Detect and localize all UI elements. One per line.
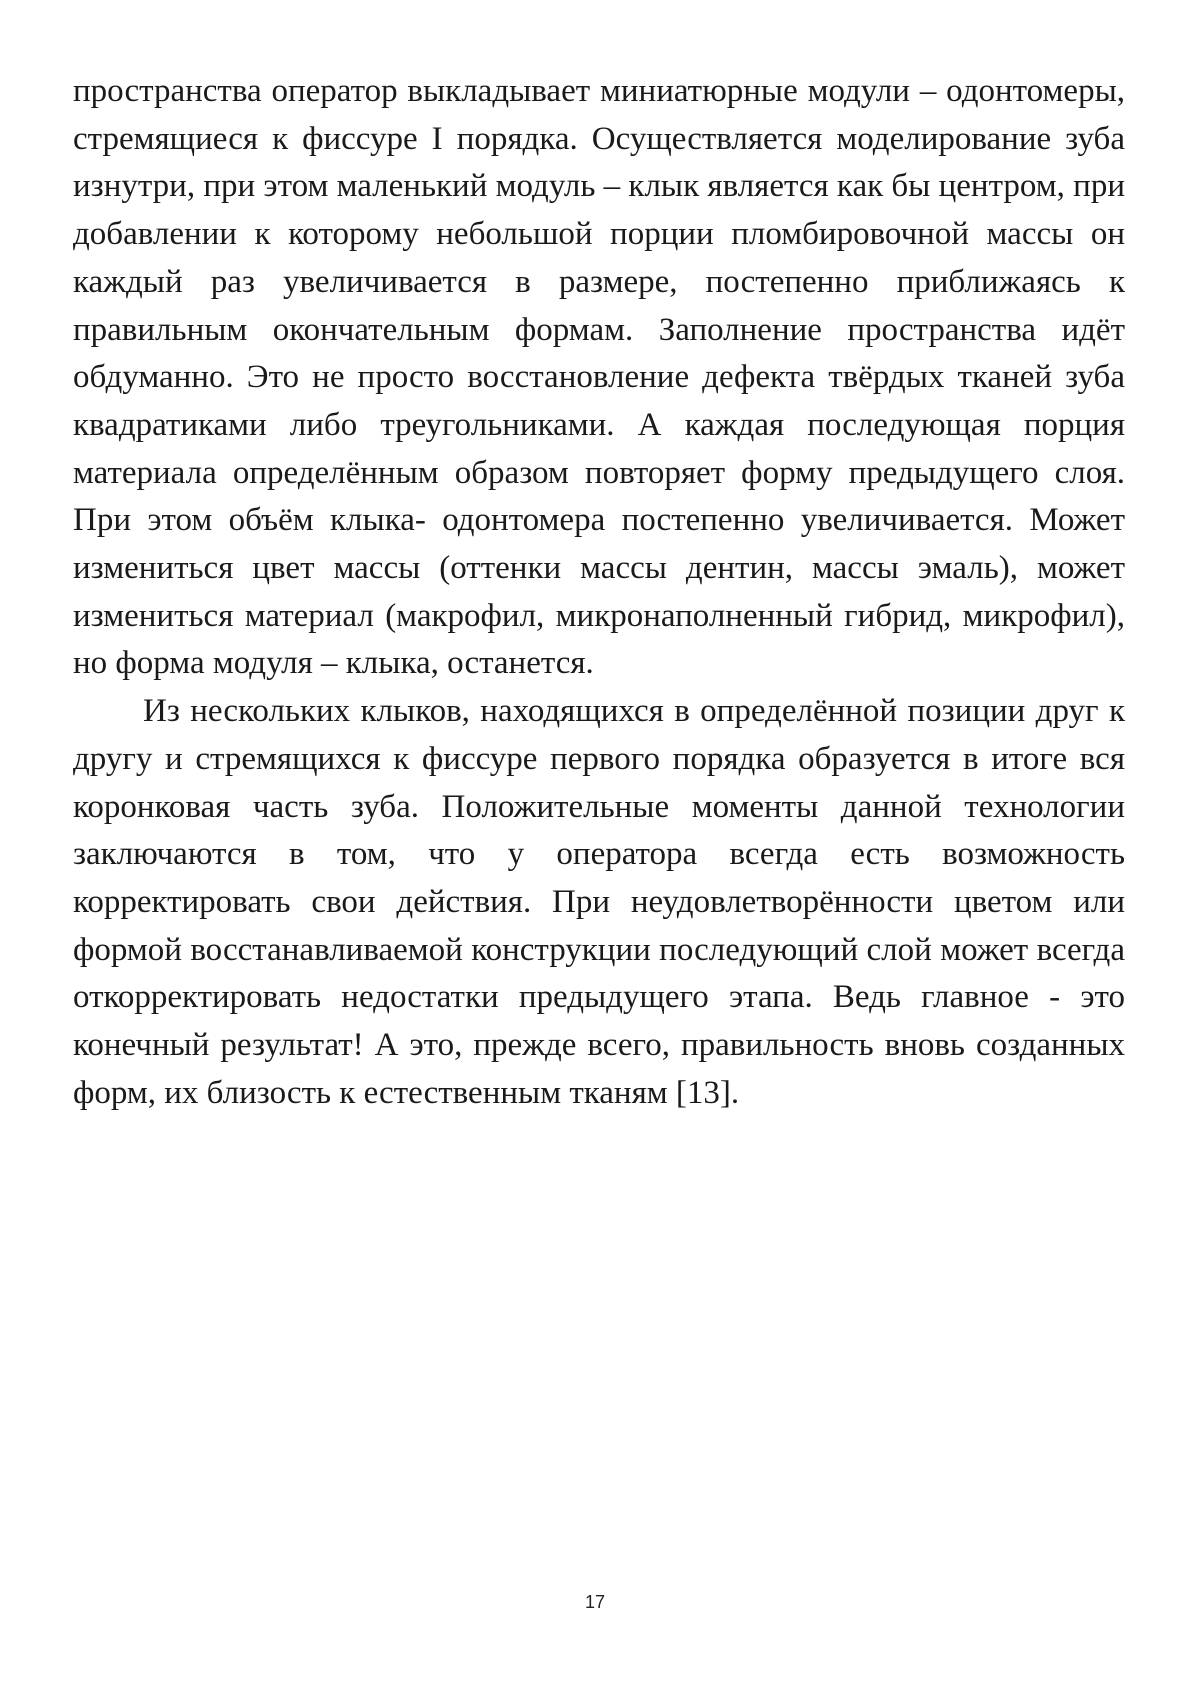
page-number: 17: [584, 1592, 606, 1612]
paragraph: Из нескольких клыков, находящихся в определённой позиции друг к другу и стремящихся к фиссуре первого порядка образуется в итоге вся коронковая часть зуба. Положительные моменты данной технологии заключаются в том, что у оператора всегда есть возможность корректировать свои действия. При неудовлетворённости цветом или формой восстанавливаемой конструкции последующий слой может всегда откорректировать недостатки предыдущего этапа. Ведь главное - это конечный результат! А это, прежде всего, правильность вновь созданных форм, их близость к естественным тканям [13].: [73, 693, 1125, 1111]
body-text: [73, 68, 1125, 1117]
paragraph-continued: пространства оператор выкладывает миниатюрные модули – одонтомеры, стремящиеся к фиссуре I порядка. Осуществляется моделирование зуба изнутри, при этом маленький модуль – клык является как бы центром, при добавлении к которому небольшой порции пломбировочной массы он каждый раз увеличивается в размере, постепенно приближаясь к правильным окончательным формам. Заполнение пространства идёт обдуманно. Это не просто восстановление дефекта твёрдых тканей зуба квадратиками либо треугольниками. А каждая последующая порция материала определённым образом повторяет форму предыдущего слоя. При этом объём клыка- одонтомера постепенно увеличивается. Может измениться цвет массы (оттенки массы дентин, массы эмаль), может измениться материал (макрофил, микронаполненный гибрид, микрофил), но форма модуля – клыка, останется.: [73, 73, 1125, 682]
